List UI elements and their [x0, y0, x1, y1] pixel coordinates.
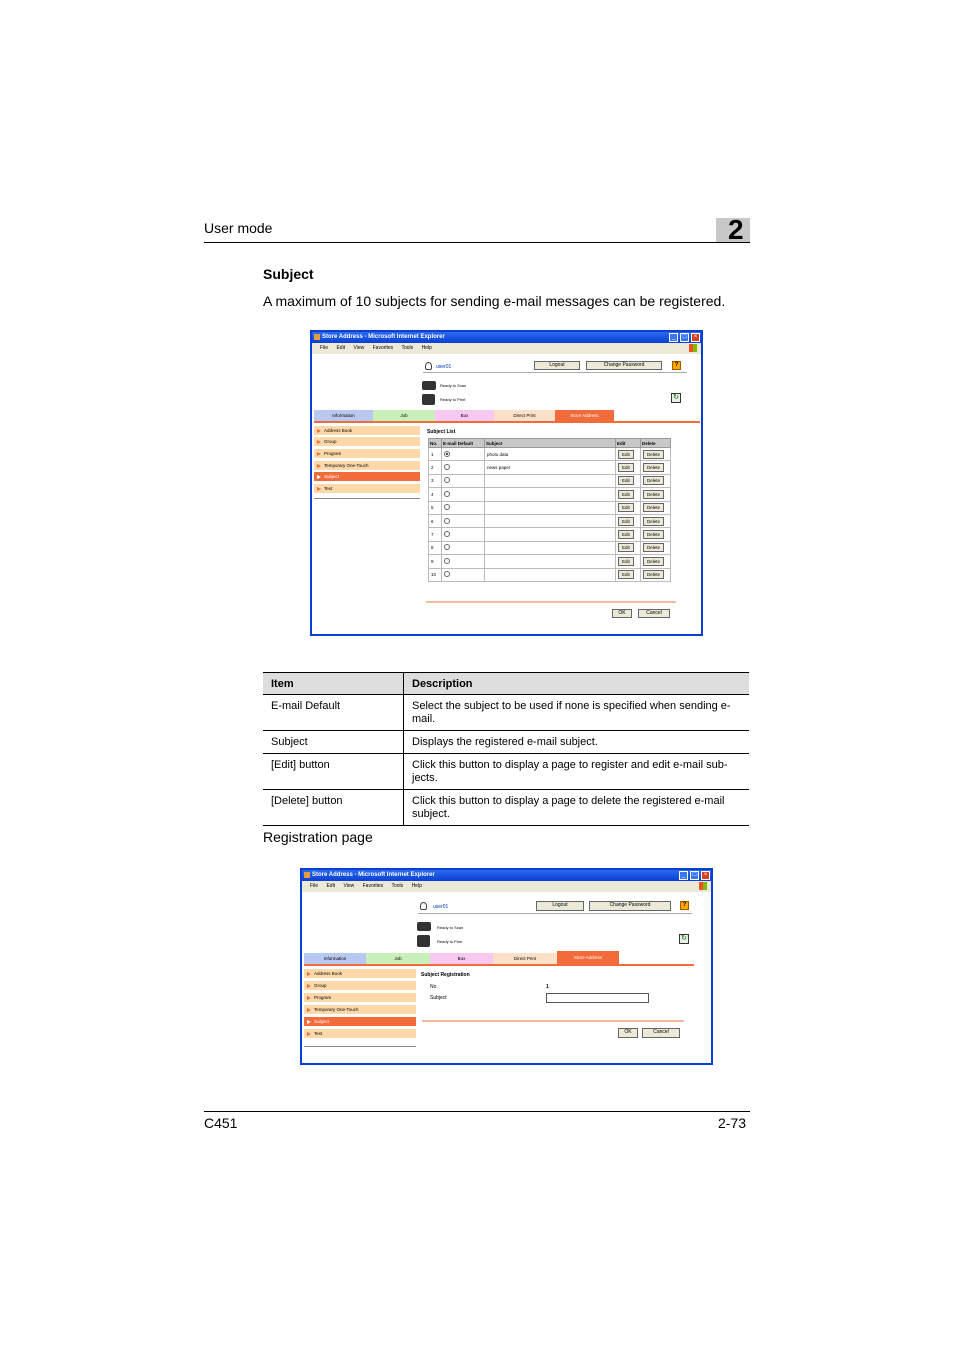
arrow-icon [307, 972, 311, 976]
table-row [429, 501, 671, 514]
user-name[interactable]: user01 [436, 364, 452, 370]
sidebar-item-group[interactable] [304, 981, 416, 991]
menu-file[interactable]: File [310, 883, 319, 889]
minimize-icon[interactable]: _ [679, 871, 688, 880]
sidebar-item-label: Temporary One-Touch [324, 463, 369, 468]
ie-icon [314, 334, 320, 340]
row-subject [485, 488, 616, 501]
footer-page-number: 2-73 [718, 1115, 747, 1131]
user-rule [423, 372, 687, 373]
delete-button[interactable]: Delete [643, 530, 664, 539]
default-radio[interactable] [444, 558, 450, 564]
footer-model: C451 [204, 1115, 238, 1131]
user-icon [425, 362, 432, 370]
cancel-button[interactable]: Cancel [642, 1028, 680, 1038]
description-cell [404, 754, 750, 790]
sidebar-item-address-book[interactable] [304, 969, 416, 979]
section-intro: A maximum of 10 subjects for sending e-mail messages can be registered. [263, 293, 726, 309]
menu-tools[interactable]: Tools [401, 345, 414, 351]
arrow-icon [307, 984, 311, 988]
page-content [312, 354, 701, 634]
form-rule [422, 1020, 684, 1022]
row-no: 2 [429, 461, 442, 474]
sidebar-item-text[interactable] [304, 1029, 416, 1039]
sidebar [314, 426, 420, 506]
sidebar-item-program[interactable] [314, 449, 420, 459]
delete-button[interactable]: Delete [643, 517, 664, 526]
delete-button[interactable]: Delete [643, 557, 664, 566]
edit-button[interactable]: Edit [618, 570, 634, 579]
sidebar-item-label: Subject [314, 1019, 330, 1024]
window-title: Store Address - Microsoft Internet Explorer [322, 334, 445, 340]
menu-favorites[interactable]: Favorites [362, 883, 384, 889]
default-radio[interactable] [444, 491, 450, 497]
chapter-number: 2 [728, 214, 744, 245]
status-scan: Ready to Scan [440, 383, 467, 388]
sidebar-item-label: Program [314, 995, 332, 1000]
registration-page-label: Registration page [263, 829, 373, 845]
edit-button[interactable]: Edit [618, 557, 634, 566]
delete-button[interactable]: Delete [643, 490, 664, 499]
menu-help[interactable]: Help [421, 345, 432, 351]
cancel-button[interactable]: Cancel [638, 609, 670, 618]
arrow-icon [317, 440, 321, 444]
header-rule [204, 242, 750, 243]
default-radio[interactable] [444, 531, 450, 537]
no-label: No. [430, 984, 438, 990]
change-password-button[interactable]: Change Password [586, 361, 662, 370]
sidebar-item-subject[interactable] [304, 1017, 416, 1027]
tab-box[interactable]: Box [435, 410, 494, 421]
menu-view[interactable]: View [353, 345, 365, 351]
default-radio-cell[interactable] [442, 514, 485, 527]
table-row [429, 488, 671, 501]
col-no: No. [429, 439, 442, 448]
subject-registration-screenshot [300, 868, 713, 1065]
page-content [302, 892, 711, 1063]
menu-view[interactable]: View [343, 883, 355, 889]
row-no: 7 [429, 528, 442, 541]
subject-list-screenshot [310, 330, 703, 636]
sidebar-item-program[interactable] [304, 993, 416, 1003]
default-radio[interactable] [444, 451, 450, 457]
row-subject [485, 541, 616, 554]
running-header-title: User mode [204, 220, 273, 236]
logout-button[interactable]: Logout [534, 361, 580, 370]
tab-information[interactable]: Information [304, 953, 366, 964]
item-cell: E-mail Default [263, 695, 404, 731]
sidebar-item-label: Text [314, 1031, 323, 1036]
description-line: Select the subject to be used if none is specified when sending e- [412, 700, 731, 712]
menu-edit[interactable]: Edit [326, 883, 336, 889]
table-header-row [263, 673, 749, 695]
user-name[interactable]: user01 [433, 904, 449, 910]
row-no: 5 [429, 501, 442, 514]
description-table [263, 672, 749, 826]
default-radio[interactable] [444, 464, 450, 470]
edit-button[interactable]: Edit [618, 450, 634, 459]
row-no: 8 [429, 541, 442, 554]
tab-store-address[interactable]: Store Address [555, 410, 614, 421]
row-subject [485, 555, 616, 568]
default-radio-cell[interactable] [442, 541, 485, 554]
subject-input[interactable] [546, 993, 649, 1003]
user-icon [420, 902, 427, 910]
minimize-icon[interactable]: _ [669, 333, 678, 342]
description-cell [404, 695, 750, 731]
subject-label: Subject [430, 995, 447, 1001]
arrow-icon [307, 1008, 311, 1012]
table-row [429, 568, 671, 581]
edit-button[interactable]: Edit [618, 530, 634, 539]
row-subject [485, 514, 616, 527]
tab-store-address[interactable]: Store Address [557, 951, 619, 964]
col-item: Item [263, 673, 404, 695]
sidebar-item-address-book[interactable] [314, 426, 420, 436]
sidebar-item-text[interactable] [314, 484, 420, 494]
sidebar-item-label: Address Book [314, 971, 343, 976]
ok-button[interactable]: OK [612, 609, 632, 618]
subject-list-title: Subject List [427, 429, 456, 435]
close-icon[interactable]: × [701, 871, 710, 880]
row-no: 4 [429, 488, 442, 501]
sidebar-item-label: Program [324, 451, 342, 456]
printer-icon [422, 394, 435, 405]
default-radio[interactable] [444, 544, 450, 550]
default-radio-cell[interactable] [442, 461, 485, 474]
ok-button[interactable]: OK [618, 1028, 638, 1038]
subject-list-table [428, 438, 671, 582]
table-row [429, 541, 671, 554]
row-no: 1 [429, 448, 442, 461]
menu-favorites[interactable]: Favorites [372, 345, 394, 351]
item-cell: [Delete] button [263, 790, 404, 826]
sidebar-item-subject[interactable] [314, 472, 420, 482]
window-titlebar [312, 332, 701, 343]
window-title: Store Address - Microsoft Internet Explorer [312, 872, 435, 878]
delete-button[interactable]: Delete [643, 503, 664, 512]
table-header-row [429, 439, 671, 448]
menu-tools[interactable]: Tools [391, 883, 404, 889]
edit-button[interactable]: Edit [618, 517, 634, 526]
table-row [263, 790, 749, 826]
logout-button[interactable]: Logout [536, 901, 584, 911]
arrow-icon [307, 1032, 311, 1036]
row-no: 6 [429, 514, 442, 527]
menu-edit[interactable]: Edit [336, 345, 346, 351]
arrow-icon [307, 996, 311, 1000]
scanner-icon [422, 381, 436, 390]
tab-job[interactable]: Job [373, 410, 435, 421]
default-radio-cell[interactable] [442, 528, 485, 541]
maximize-icon[interactable]: □ [680, 333, 689, 342]
default-radio-cell[interactable] [442, 448, 485, 461]
registration-form-title: Subject Registration [421, 972, 470, 978]
footer-rule [204, 1111, 750, 1112]
table-row [263, 754, 749, 790]
col-edit: Edit [616, 439, 641, 448]
tab-underline [314, 421, 700, 423]
sidebar-item-temporary-one-touch[interactable] [304, 1005, 416, 1015]
col-description: Description [404, 673, 750, 695]
user-rule [418, 913, 692, 914]
sidebar-item-label: Address Book [324, 428, 353, 433]
section-title: Subject [263, 266, 314, 282]
default-radio-cell[interactable] [442, 501, 485, 514]
arrow-icon [317, 487, 321, 491]
refresh-icon[interactable]: ↻ [679, 934, 689, 944]
delete-button[interactable]: Delete [643, 463, 664, 472]
maximize-icon[interactable]: □ [690, 871, 699, 880]
edit-button[interactable]: Edit [618, 543, 634, 552]
refresh-icon[interactable]: ↻ [671, 393, 681, 403]
windows-logo-icon [699, 882, 707, 890]
delete-button[interactable]: Delete [643, 570, 664, 579]
description-line: mail. [412, 713, 436, 725]
arrow-icon [317, 429, 321, 433]
menu-help[interactable]: Help [411, 883, 422, 889]
description-cell [404, 731, 750, 754]
row-subject [485, 501, 616, 514]
default-radio[interactable] [444, 504, 450, 510]
default-radio[interactable] [444, 477, 450, 483]
row-no: 3 [429, 474, 442, 487]
edit-button[interactable]: Edit [618, 463, 634, 472]
table-row [429, 528, 671, 541]
table-row [429, 474, 671, 487]
description-line: Displays the registered e-mail subject. [412, 736, 598, 748]
close-icon[interactable]: × [691, 333, 700, 342]
status-print: Ready to Print [437, 939, 463, 944]
table-row [429, 448, 671, 461]
col-subject: Subject [485, 439, 616, 448]
edit-button[interactable]: Edit [618, 476, 634, 485]
item-cell: [Edit] button [263, 754, 404, 790]
edit-button[interactable]: Edit [618, 503, 634, 512]
sidebar-item-label: Text [324, 486, 333, 491]
table-row [429, 555, 671, 568]
default-radio-cell[interactable] [442, 474, 485, 487]
arrow-icon [307, 1020, 311, 1024]
col-delete: Delete [641, 439, 671, 448]
table-row [429, 461, 671, 474]
sidebar-item-label: Group [314, 983, 327, 988]
arrow-icon [317, 452, 321, 456]
table-row [263, 695, 749, 731]
table-row [263, 731, 749, 754]
sidebar-item-label: Subject [324, 474, 340, 479]
status-print: Ready to Print [440, 397, 466, 402]
sidebar-item-label: Group [324, 439, 337, 444]
row-subject [485, 528, 616, 541]
status-scan: Ready to Scan [437, 925, 464, 930]
tab-information[interactable]: Information [314, 410, 373, 421]
tab-box[interactable]: Box [430, 953, 493, 964]
arrow-icon [317, 475, 321, 479]
sidebar-rule [314, 498, 420, 499]
tab-direct-print[interactable]: Direct Print [493, 953, 557, 964]
default-radio-cell[interactable] [442, 555, 485, 568]
tab-underline [304, 964, 694, 966]
description-line: Click this button to display a page to delete the registered e-mail [412, 795, 725, 807]
row-no: 10 [429, 568, 442, 581]
tab-job[interactable]: Job [366, 953, 430, 964]
help-icon[interactable]: ? [680, 901, 689, 910]
window-titlebar [302, 870, 711, 881]
description-line: subject. [412, 808, 450, 820]
printer-icon [417, 935, 430, 947]
row-no: 9 [429, 555, 442, 568]
sidebar-item-temporary-one-touch[interactable] [314, 461, 420, 471]
menu-file[interactable]: File [320, 345, 329, 351]
windows-logo-icon [689, 344, 697, 352]
row-subject [485, 474, 616, 487]
default-radio[interactable] [444, 518, 450, 524]
edit-button[interactable]: Edit [618, 490, 634, 499]
row-subject [485, 568, 616, 581]
row-subject: photo data [485, 448, 616, 461]
table-row [429, 514, 671, 527]
sidebar-item-label: Temporary One-Touch [314, 1007, 359, 1012]
change-password-button[interactable]: Change Password [589, 901, 671, 911]
form-rule [426, 601, 676, 603]
sidebar [304, 969, 416, 1049]
no-value: 1 [546, 984, 549, 990]
scanner-icon [417, 922, 431, 931]
help-icon[interactable]: ? [672, 361, 681, 370]
delete-button[interactable]: Delete [643, 543, 664, 552]
arrow-icon [317, 464, 321, 468]
ie-icon [304, 872, 310, 878]
tab-direct-print[interactable]: Direct Print [494, 410, 555, 421]
sidebar-item-group[interactable] [314, 437, 420, 447]
sidebar-rule [304, 1046, 416, 1047]
col-email-default: E-mail Default [442, 439, 485, 448]
description-cell [404, 790, 750, 826]
delete-button[interactable]: Delete [643, 450, 664, 459]
default-radio-cell[interactable] [442, 568, 485, 581]
item-cell: Subject [263, 731, 404, 754]
row-subject: news paper [485, 461, 616, 474]
default-radio-cell[interactable] [442, 488, 485, 501]
delete-button[interactable]: Delete [643, 476, 664, 485]
description-line: jects. [412, 772, 438, 784]
description-line: Click this button to display a page to register and edit e-mail sub- [412, 759, 728, 771]
default-radio[interactable] [444, 571, 450, 577]
